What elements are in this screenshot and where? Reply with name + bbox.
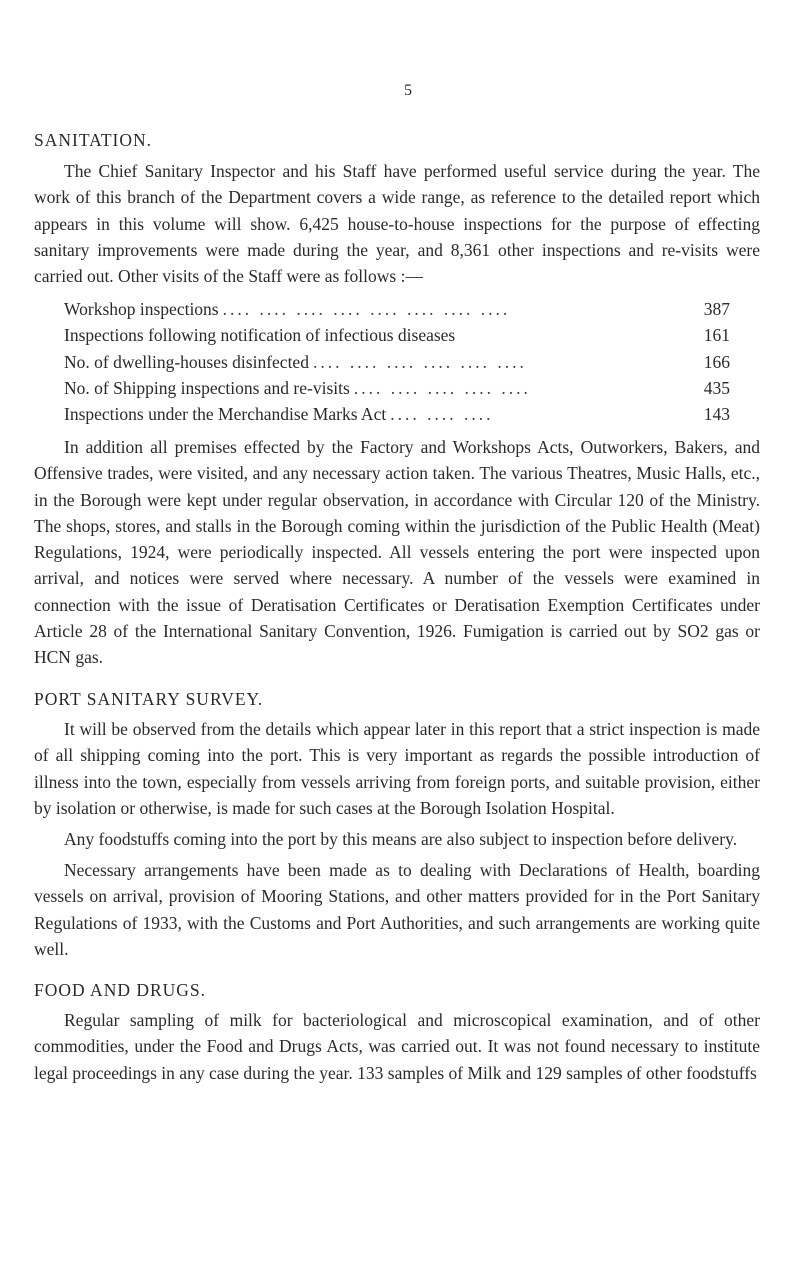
visit-label: No. of Shipping inspections and re-visits [64, 377, 350, 398]
list-item [64, 322, 730, 348]
food-paragraph-1: Regular sampling of milk for bacteriological and microscopical examination, and of other commodities, under the Food and Drugs Acts, was carried out. It was not found necessary to institute legal proceedings in any case during the year. 133 samples of Milk and 129 samples of other foodstuffs [34, 1010, 760, 1083]
list-item [64, 401, 730, 427]
visit-count: 143 [703, 404, 730, 425]
dot-leader: .... .... .... .... .... .... [312, 351, 527, 372]
sanitation-intro-paragraph: The Chief Sanitary Inspector and his Staff have performed useful service during the year. The work of this branch of the Department covers a wide range, as reference to the detailed report which appears in this volume will show. 6,425 house-to-house inspections for the purpose of effecting sanitary improvements were made during the year, and 8,361 other inspections and re-visits were carried out. Other visits of the Staff were as follows :— [34, 161, 760, 287]
visit-label: No. of dwelling-houses disinfected [64, 351, 309, 372]
dot-leader: .... .... .... .... .... .... .... .... [222, 299, 511, 319]
list-item [64, 349, 730, 375]
port-sanitary-survey-heading: PORT SANITARY SURVEY. [34, 689, 264, 709]
port-paragraph-2: Any foodstuffs coming into the port by this means are also subject to inspection before delivery. [64, 829, 738, 849]
visit-label: Inspections under the Merchandise Marks Act [64, 404, 387, 425]
visit-count: 161 [703, 325, 730, 346]
visit-label: Inspections following notification of infectious diseases [64, 325, 456, 346]
other-visits-list [64, 296, 730, 427]
sanitation-addition-paragraph: In addition all premises effected by the Factory and Workshops Acts, Outworkers, Bakers, and Offensive trades, were visited, and any necessary action taken. The various Theatres, Music Halls, etc., in the Borough were kept under regular observation, in accordance with Circular 120 of the Ministry. The shops, stores, and stalls in the Borough coming within the jurisdiction of the Public Health (Meat) Regulations, 1924, were periodically inspected. All vessels entering the port were inspected upon arrival, and notices were served where necessary. A number of the vessels were examined in connection with the issue of Deratisation Certificates or Deratisation Exemption Certificates under Article 28 of the International Sanitary Convention, 1926. Fumigation is carried out by SO2 gas or HCN gas. [34, 437, 760, 668]
sanitation-heading: SANITATION. [34, 130, 152, 150]
port-paragraph-3: Necessary arrangements have been made as to dealing with Declarations of Health, boarding vessels on arrival, provision of Mooring Stations, and other matters provided for in the Port Sanitary Regulations of 1933, with the Customs and Port Authorities, and such arrangements are working quite well. [34, 860, 760, 959]
port-paragraph-1: It will be observed from the details which appear later in this report that a strict inspection is made of all shipping coming into the port. This is very important as regards the possible introduction of illness into the town, especially from vessels arriving from foreign ports, and suitable provision, either by isolation or otherwise, is made for such cases at the Borough Isolation Hospital. [34, 719, 760, 818]
page-number: 5 [404, 82, 412, 99]
dot-leader: .... .... .... [390, 404, 494, 425]
list-item [64, 375, 730, 401]
food-and-drugs-heading: FOOD AND DRUGS. [34, 980, 207, 1000]
visit-count: 387 [703, 299, 730, 319]
list-item [64, 296, 730, 322]
visit-label: Workshop inspections [64, 299, 219, 319]
visit-count: 435 [703, 377, 730, 398]
visit-count: 166 [703, 351, 730, 372]
dot-leader: .... .... .... .... .... [353, 377, 531, 398]
